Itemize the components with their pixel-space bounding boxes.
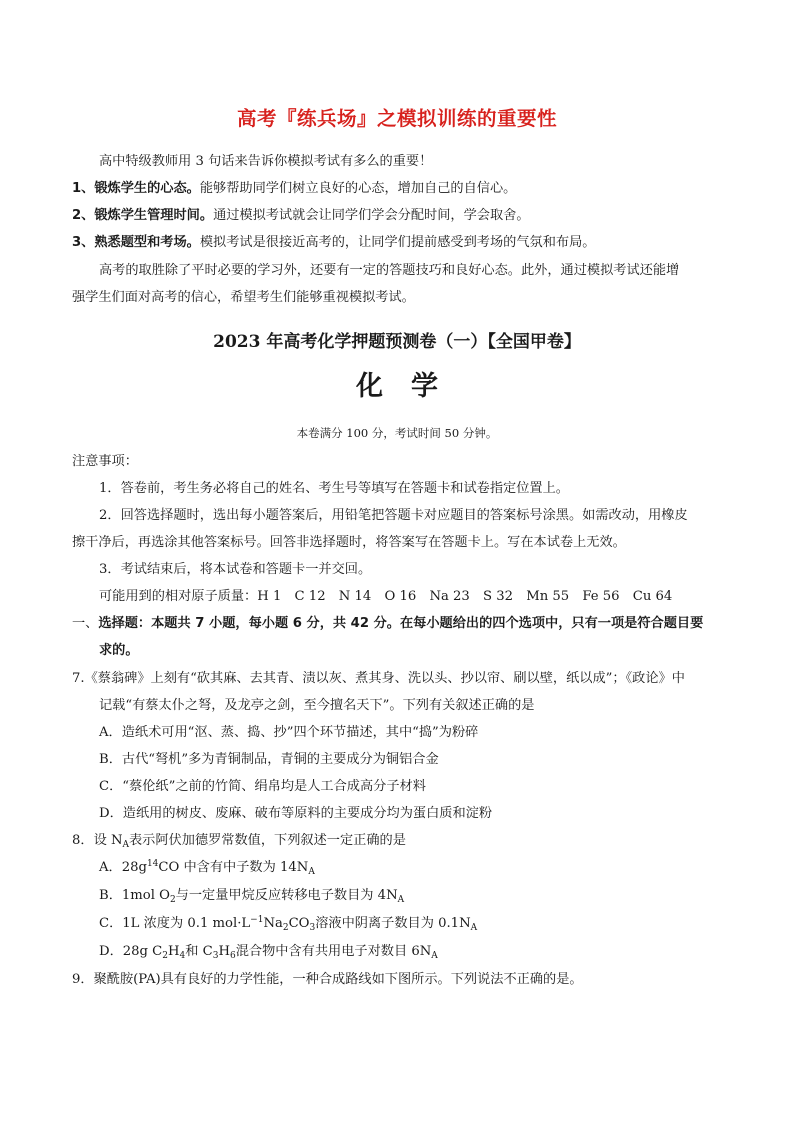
promo-intro: 高中特级教师用 3 句话来告诉你模拟考试有多么的重要！ [99,154,433,169]
q7-option-b: B．古代“弩机”多为青铜制品，青铜的主要成分为铜铝合金 [99,752,439,767]
q7-option-c: C．“蔡伦纸”之前的竹简、绢帛均是人工合成高分子材料 [99,779,426,794]
q8-option-b: B．1mol $O_2$与一定量甲烷反应转移电子数目为 $4N_A$ [99,888,405,905]
q8-option-d: D．28g $C_2H_4$和 $C_3H_6$混合物中含有共用电子对数目 $6N_A$ [99,944,438,961]
instructions-heading: 注意事项： [72,454,138,469]
q8-stem: 8．设 $N_A$表示阿伏加德罗常数值，下列叙述一定正确的是 [72,833,406,850]
q9-stem: 9．聚酰胺(PA)具有良好的力学性能，一种合成路线如下图所示。下列说法不正确的是。 [72,972,583,987]
promo-closing-line-1: 高考的取胜除了平时必要的学习外，还要有一定的答题技巧和良好心态。此外，通过模拟考试还能增 [99,263,680,278]
promo-title: 高考『练兵场』之模拟训练的重要性 [236,107,557,130]
section-heading-cont: 求的。 [99,643,139,658]
q8-option-c: C．1L 浓度为 0.1 $mol\cdot L^{-1}Na_2CO_3$溶液中阴离子数目为 $0.1N_A$ [99,915,478,933]
promo-point-2: 2、锻炼学生管理时间。通过模拟考试就会让同学们学会分配时间，学会取舍。 [72,208,530,223]
instruction-3: 3．考试结束后，将本试卷和答题卡一并交回。 [99,562,372,577]
atomic-masses: 可能用到的相对原子质量：H 1 C 12 N 14 O 16 Na 23 S 32 Mn 55 Fe 56 Cu 64 [99,589,673,604]
subject-title: 化学 [356,371,466,402]
section-heading: 一、选择题：本题共 7 小题，每小题 6 分，共 42 分。在每小题给出的四个选项中，只有一项是符合题目要 [72,616,704,631]
promo-closing-line-2: 强学生们面对高考的信心，希望考生们能够重视模拟考试。 [72,290,415,305]
exam-note: 本卷满分 100 分，考试时间 50 分钟。 [296,426,498,440]
q7-stem-line-2: 记载“有蔡太仆之弩，及龙亭之剑，至今擅名天下”。下列有关叙述正确的是 [99,698,535,713]
exam-title: 2023 年高考化学押题预测卷（一）【全国甲卷】 [213,332,581,352]
instruction-2-line-2: 擦干净后，再选涂其他答案标号。回答非选择题时，将答案写在答题卡上。写在本试卷上无效。 [72,535,626,550]
instruction-1: 1．答卷前，考生务必将自己的姓名、考生号等填写在答题卡和试卷指定位置上。 [99,481,569,496]
q7-option-a: A．造纸术可用“沤、蒸、捣、抄”四个环节描述，其中“捣”为粉碎 [99,725,479,740]
instruction-2-line-1: 2．回答选择题时，选出每小题答案后，用铅笔把答题卡对应题目的答案标号涂黑。如需改动，用橡皮 [99,508,688,523]
promo-point-1: 1、锻炼学生的心态。能够帮助同学们树立良好的心态，增加自己的自信心。 [72,181,517,196]
q8-option-a: A．$28g^{14}CO$ 中含有中子数为 $14N_A$ [99,859,315,877]
promo-point-3: 3、熟悉题型和考场。模拟考试是很接近高考的，让同学们提前感受到考场的气氛和布局。 [72,235,596,250]
q7-option-d: D．造纸用的树皮、废麻、破布等原料的主要成分均为蛋白质和淀粉 [99,806,493,821]
q7-stem-line-1: 7.《蔡翁碑》上刻有“砍其麻、去其青、渍以灰、煮其身、洗以头、抄以帘、刷以壁，纸以成”；《政论》中 [72,671,685,686]
